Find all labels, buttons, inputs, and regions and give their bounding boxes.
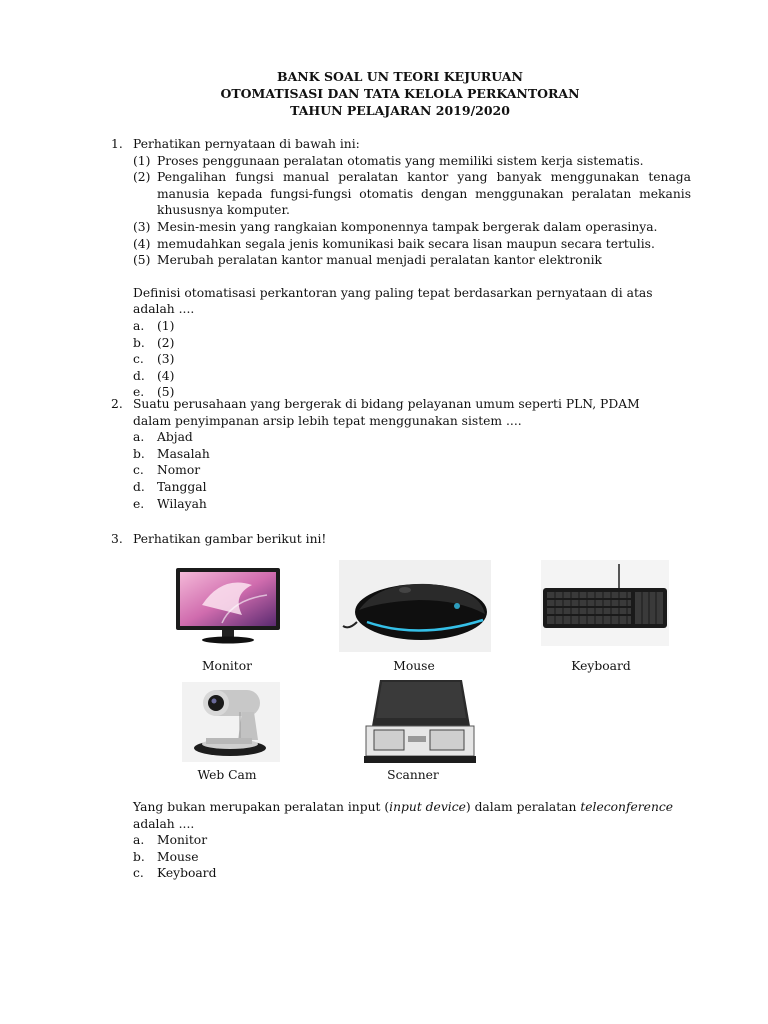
webcam-icon: [182, 682, 280, 762]
question-3: [111, 531, 691, 548]
option-c[interactable]: c. (3): [133, 352, 175, 367]
scanner-icon: [358, 678, 476, 764]
option-a[interactable]: a. Abjad: [133, 430, 193, 445]
question-prompt: Perhatikan gambar berikut ini!: [133, 532, 327, 546]
mouse-image: [339, 560, 491, 652]
monitor-label: Monitor: [201, 659, 253, 673]
question-2: [111, 396, 691, 512]
question-number: 1.: [111, 137, 123, 151]
header-line-1: BANK SOAL UN TEORI KEJURUAN: [277, 69, 523, 84]
question-1: [111, 136, 691, 401]
webcam-image: [182, 682, 280, 762]
statement-item: (1) Proses penggunaan peralatan otomatis yang memiliki sistem kerja sistematis.: [133, 153, 644, 168]
statement-item: (3) Mesin-mesin yang rangkaian komponennya tampak bergerak dalam operasinya.: [133, 219, 658, 234]
keyboard-icon: [541, 560, 669, 646]
keyboard-image: [541, 560, 669, 646]
statement-item: (2) Pengalihan fungsi manual peralatan kantor yang banyak menggunakan tenaga manusia kepada fungsi-fungsi otomatis dengan menggunakan peralatan mekanis khususnya komputer.: [133, 170, 691, 218]
header-line-3: TAHUN PELAJARAN 2019/2020: [290, 103, 510, 118]
keyboard-label: Keyboard: [571, 659, 631, 673]
monitor-image: [172, 565, 284, 645]
mouse-label: Mouse: [393, 659, 435, 673]
option-e[interactable]: e. Wilayah: [133, 496, 207, 511]
scanner-image: [358, 678, 476, 764]
option-e[interactable]: e. (5): [133, 385, 175, 400]
option-a[interactable]: a. (1): [133, 318, 175, 333]
monitor-icon: [172, 565, 284, 645]
question-3-text: [111, 799, 697, 882]
webcam-label: Web Cam: [197, 768, 257, 782]
option-d[interactable]: d. Tanggal: [133, 479, 207, 494]
question-prompt: Perhatikan pernyataan di bawah ini:: [133, 137, 360, 151]
statement-item: (5) Merubah peralatan kantor manual menjadi peralatan kantor elektronik: [133, 253, 602, 268]
option-b[interactable]: b. Masalah: [133, 446, 210, 461]
question-text: Yang bukan merupakan peralatan input (input device) dalam peralatan teleconference adalah ....: [133, 800, 674, 831]
option-c[interactable]: c. Keyboard: [133, 866, 217, 881]
header-line-2: OTOMATISASI DAN TATA KELOLA PERKANTORAN: [220, 86, 580, 101]
option-a[interactable]: a. Monitor: [133, 833, 208, 848]
option-b[interactable]: b. (2): [133, 335, 175, 350]
question-number: 2.: [111, 397, 123, 411]
option-c[interactable]: c. Nomor: [133, 463, 201, 478]
question-text: Definisi otomatisasi perkantoran yang paling tepat berdasarkan pernyataan di atas adalah ....: [133, 285, 653, 317]
scanner-label: Scanner: [387, 768, 439, 782]
option-d[interactable]: d. (4): [133, 368, 175, 383]
question-number: 3.: [111, 532, 123, 546]
statement-item: (4) memudahkan segala jenis komunikasi baik secara lisan maupun secara tertulis.: [133, 236, 655, 251]
question-text: Suatu perusahaan yang bergerak di bidang pelayanan umum seperti PLN, PDAM dalam penyimpanan arsip lebih tepat menggunakan sistem ....: [133, 397, 640, 428]
option-b[interactable]: b. Mouse: [133, 849, 199, 864]
document-header: [0, 68, 768, 119]
mouse-icon: [339, 560, 491, 652]
